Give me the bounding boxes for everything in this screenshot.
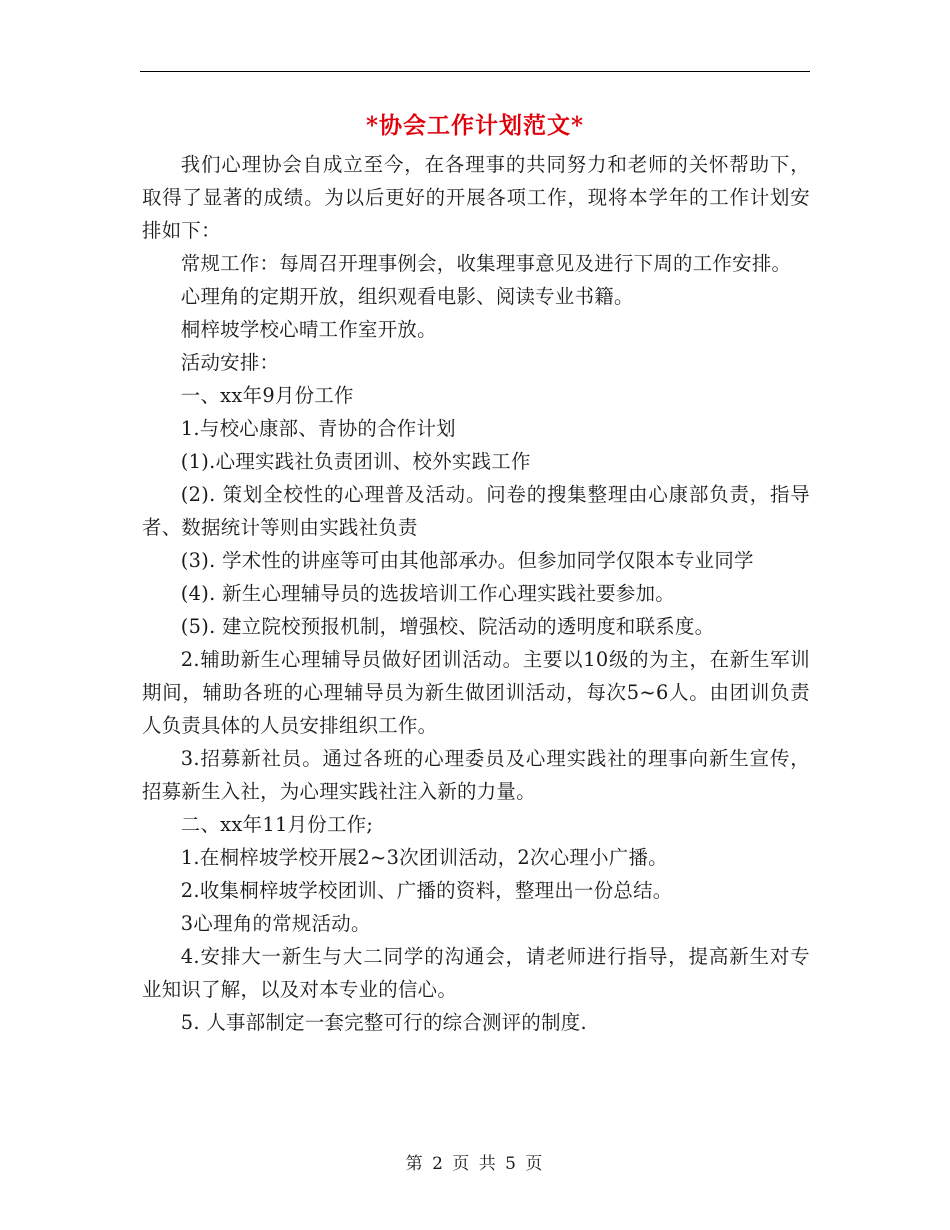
paragraph-routine-work: 常规工作：每周召开理事例会，收集理事意见及进行下周的工作安排。: [180, 252, 792, 275]
list-item: 5. 人事部制定一套完整可行的综合测评的制度.: [180, 1011, 587, 1034]
list-item: (3). 学术性的讲座等可由其他部承办。但参加同学仅限本专业同学: [180, 549, 754, 572]
list-item: 4.安排大一新生与大二同学的沟通会，请老师进行指导，提高新生对专业知识了解，以及对本专业的信心。: [142, 945, 810, 1001]
list-item: 3.招募新社员。通过各班的心理委员及心理实践社的理事向新生宣传，招募新生入社，为心理实践社注入新的力量。: [142, 747, 810, 803]
list-item: 3心理角的常规活动。: [180, 912, 371, 935]
list-item: (2). 策划全校性的心理普及活动。问卷的搜集整理由心康部负责，指导者、数据统计等则由实践社负责: [142, 483, 810, 539]
paragraph-studio-open: 桐梓坡学校心晴工作室开放。: [180, 318, 437, 341]
list-item: 2.辅助新生心理辅导员做好团训活动。主要以10级的为主，在新生军训期间，辅助各班的心理辅导员为新生做团训活动，每次5~6人。由团训负责人负责具体的人员安排组织工作。: [142, 648, 810, 737]
document-title: *协会工作计划范文*: [365, 112, 585, 139]
section-heading-november: 二、xx年11月份工作;: [180, 813, 374, 836]
list-item: 1.在桐梓坡学校开展2~3次团训活动，2次心理小广播。: [180, 846, 668, 869]
list-item: (1).心理实践社负责团训、校外实践工作: [180, 450, 531, 473]
header-rule: [140, 71, 810, 72]
section-heading-september: 一、xx年9月份工作: [180, 384, 354, 407]
document-body: [142, 148, 810, 1039]
paragraph-intro: 我们心理协会自成立至今，在各理事的共同努力和老师的关怀帮助下，取得了显著的成绩。为以后更好的开展各项工作，现将本学年的工作计划安排如下：: [142, 153, 810, 242]
page-number: 第 2 页 共 5 页: [405, 1154, 545, 1174]
list-item: 2.收集桐梓坡学校团训、广播的资料，整理出一份总结。: [180, 879, 673, 902]
paragraph-psych-corner: 心理角的定期开放，组织观看电影、阅读专业书籍。: [180, 285, 634, 308]
list-item: (4). 新生心理辅导员的选拔培训工作心理实践社要参加。: [180, 582, 675, 605]
list-item: (5). 建立院校预报机制，增强校、院活动的透明度和联系度。: [180, 615, 715, 638]
list-item: 1.与校心康部、青协的合作计划: [180, 417, 456, 440]
paragraph-activity-heading: 活动安排：: [180, 351, 280, 374]
